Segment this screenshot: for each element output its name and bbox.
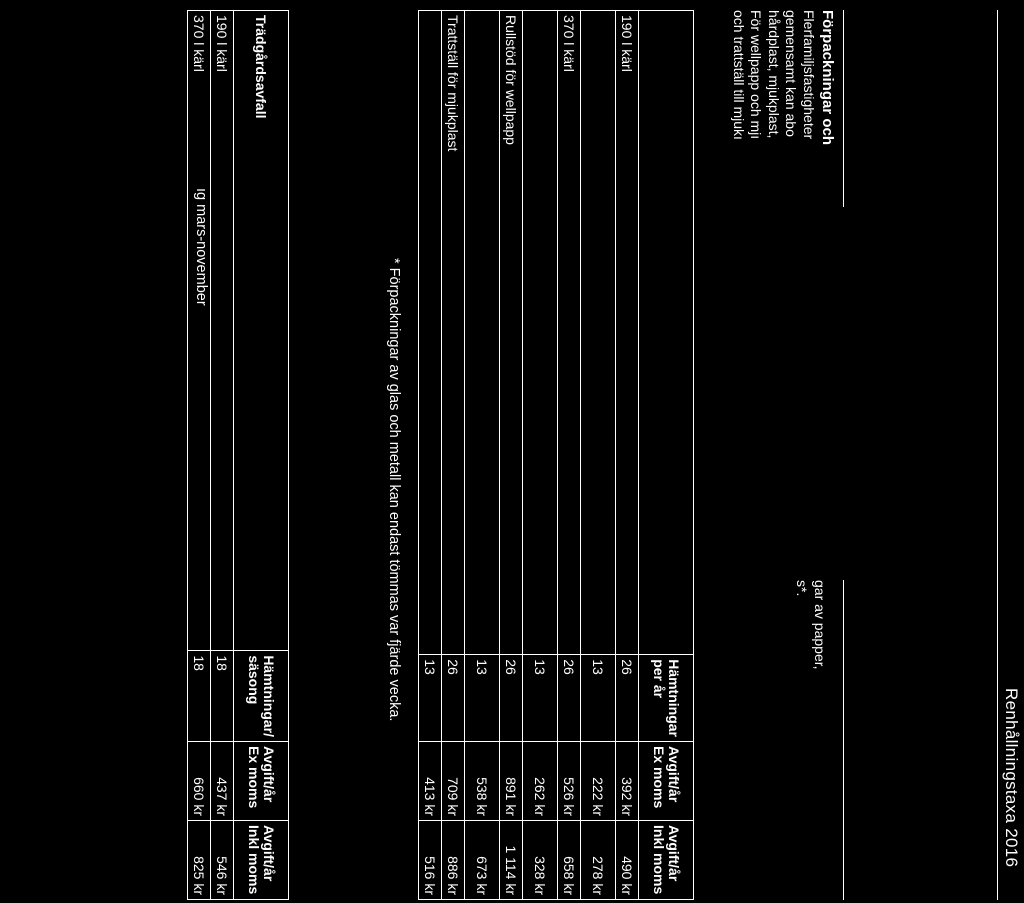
table-cell <box>419 11 442 655</box>
table-cell: 18 <box>211 651 234 742</box>
table-row <box>188 11 211 900</box>
table-row <box>558 11 581 900</box>
column-header: Hämtningar per år <box>639 655 694 742</box>
table-cell: 709 kr <box>442 742 465 821</box>
column-header: Hämtningar/ säsong <box>234 651 289 742</box>
table-cell: 18 <box>188 651 211 742</box>
garden-waste-fee-table <box>187 10 289 900</box>
table-cell: 490 kr <box>616 821 639 900</box>
intro-line: gemensamt kan abo <box>783 10 800 137</box>
table-cell: 13 <box>419 655 442 742</box>
column-header: Trädgårdsavfall <box>234 11 289 651</box>
column-header <box>639 11 694 655</box>
table-cell: 222 kr <box>581 742 616 821</box>
table-cell: 370 l kärl <box>558 11 581 655</box>
table-row <box>500 11 523 900</box>
table-cell: 26 <box>442 655 465 742</box>
table-cell: 660 kr <box>188 742 211 821</box>
table-cell: 13 <box>523 655 558 742</box>
table-cell: 328 kr <box>523 821 558 900</box>
table-cell <box>581 11 616 655</box>
table-cell: 546 kr <box>211 821 234 900</box>
table-cell: 891 kr <box>500 742 523 821</box>
table-cell: 26 <box>558 655 581 742</box>
intro-continuation-divider <box>843 580 844 900</box>
table-cell: 437 kr <box>211 742 234 821</box>
table-cell: 26 <box>616 655 639 742</box>
table-cell: 516 kr <box>419 821 442 900</box>
table-cell <box>465 11 500 655</box>
column-header: Avgift/år Ex moms <box>234 742 289 821</box>
intro-line: och trattställ till mjukı <box>731 10 747 140</box>
table-cell: 190 l kärl <box>211 11 234 651</box>
table-cell: 278 kr <box>581 821 616 900</box>
table-cell: 13 <box>465 655 500 742</box>
table-row <box>581 11 616 900</box>
table-cell: 413 kr <box>419 742 442 821</box>
table-row <box>523 11 558 900</box>
table-cell: 262 kr <box>523 742 558 821</box>
table-cell: 392 kr <box>616 742 639 821</box>
table-row <box>465 11 500 900</box>
table-cell: 825 kr <box>188 821 211 900</box>
page-header-title: Renhållningstaxa 2016 <box>1002 688 1021 868</box>
season-text: ıg mars-november <box>193 188 209 306</box>
table-cell: 190 l kärl <box>616 11 639 655</box>
packaging-fee-table <box>418 10 694 900</box>
table-cell: 886 kr <box>442 821 465 900</box>
intro-cont-line: gar av papper, <box>812 580 828 670</box>
table-cell <box>523 11 558 655</box>
column-header: Avgift/år Ex moms <box>639 742 694 821</box>
table-header-row <box>639 11 694 900</box>
table-row <box>616 11 639 900</box>
table-cell: 526 kr <box>558 742 581 821</box>
header-divider <box>997 10 998 900</box>
intro-heading: Förpackningar och <box>819 10 836 146</box>
footnote: * Förpackningar av glas och metall kan endast tömmas var fjärde vecka. <box>386 258 402 722</box>
column-header: Avgift/år Inkl moms <box>639 821 694 900</box>
table-cell: 13 <box>581 655 616 742</box>
table-cell: 1 114 kr <box>500 821 523 900</box>
table-row <box>419 11 442 900</box>
table-row <box>442 11 465 900</box>
table-cell: Rullstöd för wellpapp <box>500 11 523 655</box>
intro-line: Flerfamiljsfastigheter <box>801 10 817 140</box>
intro-line: hårdplast, mjukplast, <box>766 10 782 139</box>
table-cell: 658 kr <box>558 821 581 900</box>
intro-divider <box>843 10 844 207</box>
table-header-row <box>234 11 289 900</box>
table-cell: 538 kr <box>465 742 500 821</box>
column-header: Avgift/år Inkl moms <box>234 821 289 900</box>
table-cell: 26 <box>500 655 523 742</box>
table-cell: 370 l kärl <box>188 11 211 651</box>
table-cell: 673 kr <box>465 821 500 900</box>
table-row <box>211 11 234 900</box>
intro-cont-line: s*. <box>794 580 811 597</box>
intro-line: För wellpapp och mjı <box>748 10 765 140</box>
table-cell: Trattställ för mjukplast <box>442 11 465 655</box>
intro-continuation <box>793 580 828 780</box>
